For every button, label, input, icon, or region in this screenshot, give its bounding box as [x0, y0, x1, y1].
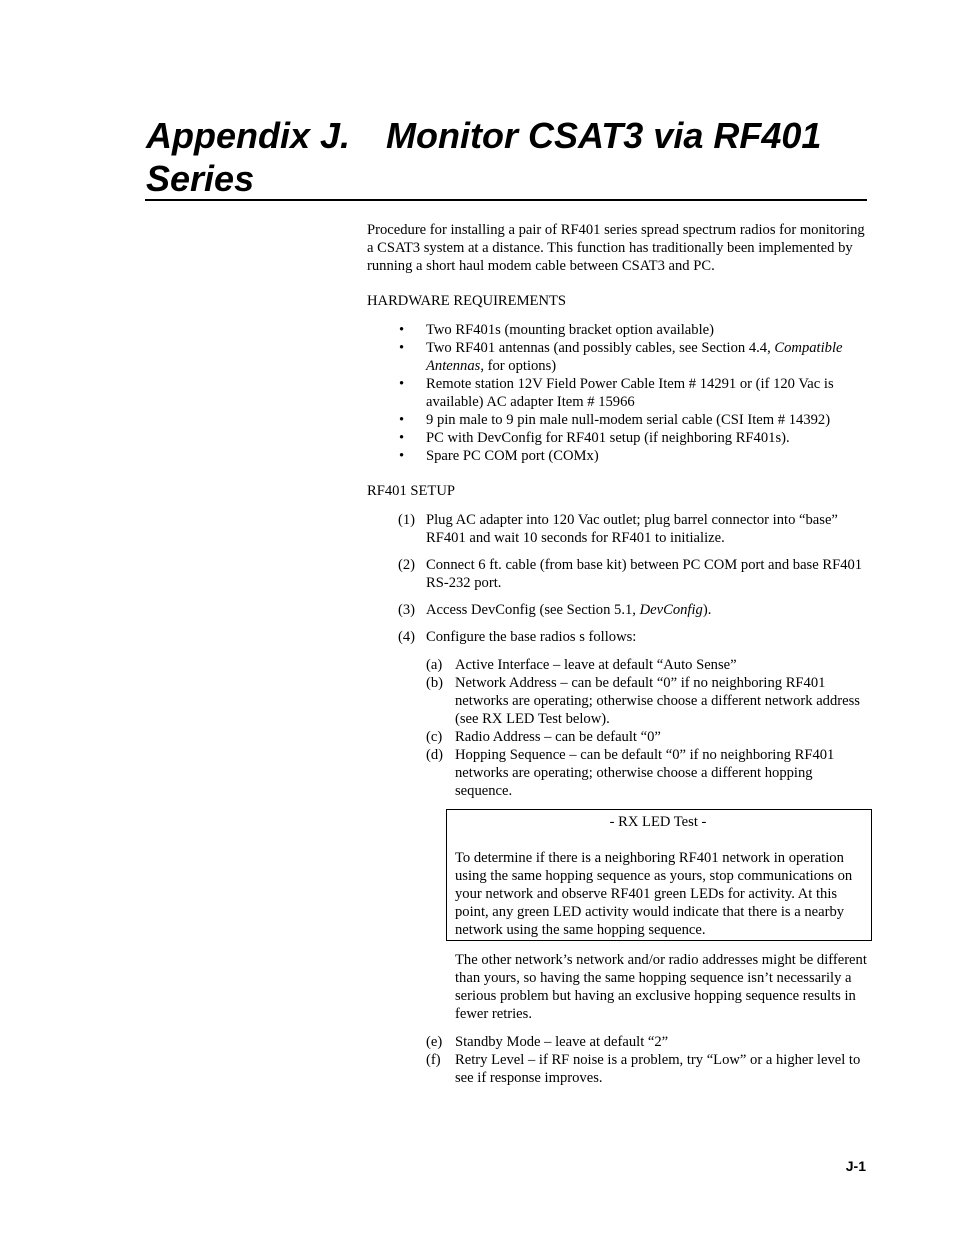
rx-led-test-box [446, 809, 872, 941]
setup-step [367, 511, 867, 547]
step-number: (3) [398, 602, 416, 618]
substep-text: Retry Level – if RF noise is a problem, try “Low” or a higher level to see if response improves. [455, 1052, 861, 1086]
setup-step [367, 601, 867, 619]
substep [367, 1033, 867, 1051]
substep-text: Network Address – can be default “0” if no neighboring RF401 networks are operating; otherwise choose a different network address (see RX LED Test below). [455, 675, 860, 727]
substep-letter: (b) [426, 675, 444, 691]
step-text: Access DevConfig (see Section 5.1, DevConfig). [426, 602, 712, 618]
substep-letter: (e) [426, 1034, 443, 1050]
title-line-1: Monitor CSAT3 via RF401 [386, 115, 822, 156]
page-title [146, 114, 866, 200]
substep-list [367, 656, 867, 800]
list-item: • Remote station 12V Field Power Cable Item # 14291 or (if 120 Vac is available) AC adapter Item # 15966 [426, 375, 867, 411]
substep-letter: (a) [426, 657, 443, 673]
appendix-label: Appendix J. [146, 115, 351, 156]
main-content [367, 221, 867, 1087]
substep-letter: (c) [426, 729, 443, 745]
note-followup-paragraph: The other network’s network and/or radio addresses might be different than yours, so having the same hopping sequence isn’t necessarily a serious problem but having an exclusive hopping sequence results in fewer retries. [455, 952, 867, 1022]
setup-step [367, 556, 867, 592]
list-item: • Two RF401 antennas (and possibly cables, see Section 4.4, Compatible Antennas, for options) [426, 339, 867, 375]
step-number: (2) [398, 557, 416, 573]
list-item: • Spare PC COM port (COMx) [426, 447, 867, 465]
substep [367, 728, 867, 746]
page-number: J-1 [845, 1158, 866, 1174]
step-text: Configure the base radios s follows: [426, 629, 637, 645]
substep-letter: (d) [426, 747, 444, 763]
substep-text: Radio Address – can be default “0” [455, 729, 661, 745]
substep [367, 746, 867, 800]
substep-text: Active Interface – leave at default “Auto Sense” [455, 657, 737, 673]
intro-paragraph: Procedure for installing a pair of RF401 series spread spectrum radios for monitoring a CSAT3 system at a distance. This function has traditionally been implemented by running a short haul modem cable between CSAT3 and PC. [367, 222, 865, 274]
substep [367, 674, 867, 728]
title-rule [145, 199, 867, 201]
step-number: (1) [398, 512, 416, 528]
step-text: Connect 6 ft. cable (from base kit) between PC COM port and base RF401 RS-232 port. [426, 557, 863, 591]
list-item: • PC with DevConfig for RF401 setup (if neighboring RF401s). [426, 429, 867, 447]
substep-text: Standby Mode – leave at default “2” [455, 1034, 669, 1050]
list-item: • 9 pin male to 9 pin male null-modem serial cable (CSI Item # 14392) [426, 411, 867, 429]
setup-step [367, 628, 867, 646]
list-item: • Two RF401s (mounting bracket option available) [426, 321, 867, 339]
setup-heading: RF401 SETUP [367, 483, 455, 499]
title-line-2: Series [146, 158, 255, 199]
step-number: (4) [398, 629, 416, 645]
substep [367, 1051, 867, 1087]
hardware-heading: HARDWARE REQUIREMENTS [367, 293, 567, 309]
hardware-list [367, 321, 867, 465]
substep-text: Hopping Sequence – can be default “0” if no neighboring RF401 networks are operating; otherwise choose a different hopping sequence. [455, 747, 835, 799]
step-text: Plug AC adapter into 120 Vac outlet; plug barrel connector into “base” RF401 and wait 10 seconds for RF401 to initialize. [426, 512, 838, 546]
substep-letter: (f) [426, 1052, 441, 1068]
substep [367, 656, 867, 674]
note-body: To determine if there is a neighboring RF401 network in operation using the same hopping sequence as yours, stop communications on your network and observe RF401 green LEDs for activity. At this point, any green LED activity would indicate that there is a nearby network using the same hopping sequence. [455, 850, 853, 938]
note-title: - RX LED Test - [609, 814, 707, 830]
